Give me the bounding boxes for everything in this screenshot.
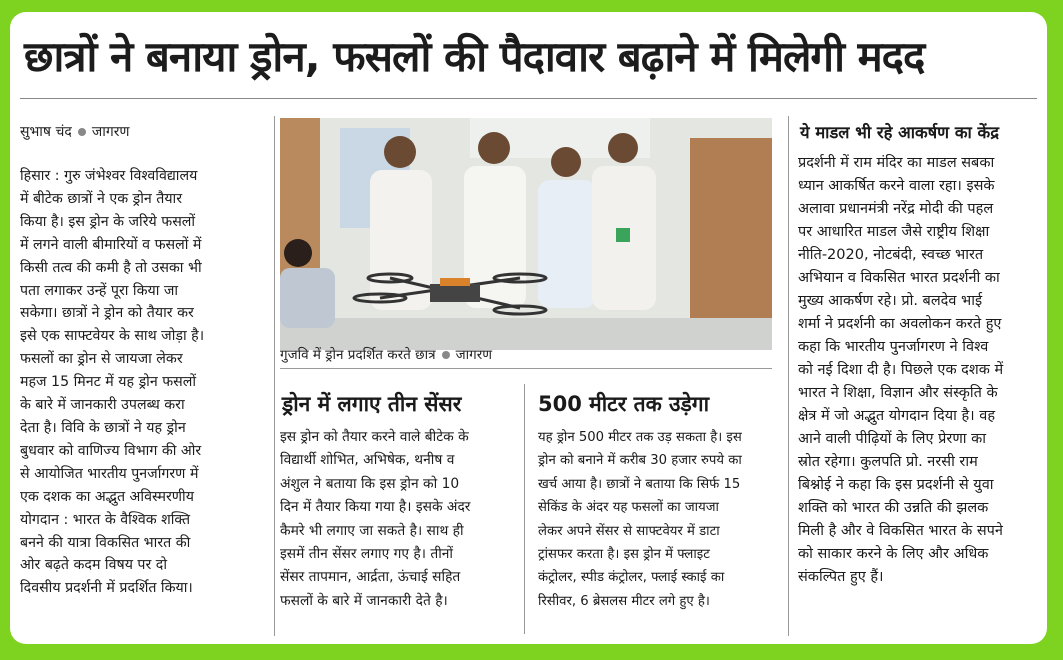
story-line: आने वाली पीढ़ियों के लिए प्रेरणा का	[798, 431, 987, 447]
byline-source: जागरण	[91, 124, 130, 140]
story-line: पता लगाकर उन्हें पूरा किया जा	[20, 282, 179, 299]
story-line: शक्ति को भारत की उन्नति की झलक	[798, 500, 989, 516]
story-line: को साकार करने के लिए और अधिक	[798, 546, 989, 562]
story-line: अभियान व विकसित भारत प्रदर्शनी का	[798, 270, 1000, 286]
story-line: स्रोत रहेगा। कुलपति प्रो. नरसी राम	[798, 454, 978, 470]
story-line: किया है। इस ड्रोन के जरिये फसलों	[20, 213, 196, 230]
story-line: किसी तत्व की कमी है तो उसका भी	[20, 259, 202, 276]
story-line: कैमरे भी लगाए जा सकते है। साथ ही	[280, 522, 464, 539]
story-line: मुख्य आकर्षण रहे। प्रो. बलदेव भाई	[798, 293, 983, 309]
story-line: खर्च आया है। छात्रों ने बताया कि सिर्फ 15	[538, 476, 741, 492]
story-line: इसमें तीन सेंसर लगाए गए है। तीनों	[280, 546, 454, 563]
divider	[788, 116, 789, 636]
story-line: फसलों के बारे में जानकारी देते है।	[280, 592, 448, 609]
divider	[274, 116, 275, 636]
story-line: पर आधारित माडल जैसे राष्ट्रीय शिक्षा	[798, 224, 990, 240]
story-line: प्रदर्शनी में राम मंदिर का माडल सबका	[798, 155, 995, 171]
headline: छात्रों ने बनाया ड्रोन, फसलों की पैदावार बढ़ाने में मिलेगी मदद	[24, 32, 925, 81]
story-line: कंट्रोलर, स्पीड कंट्रोलर, फ्लाई स्काई का	[538, 570, 725, 586]
students-with-drone-image	[280, 118, 772, 350]
story-line: अलावा प्रधानमंत्री नरेंद्र मोदी की पहल	[798, 201, 994, 217]
story-line: इसे एक साफ्टवेयर के साथ जोड़ा है।	[20, 328, 205, 345]
main-story	[20, 165, 270, 600]
story-line: लेकर अपने सेंसर से साफ्टवेयर में डाटा	[538, 523, 720, 539]
story-line: के बारे में जानकारी उपलब्ध करा	[20, 397, 185, 414]
story-line: महज 15 मिनट में यह ड्रोन फसलों	[20, 374, 197, 391]
bullet-icon	[442, 351, 450, 359]
byline-author: सुभाष चंद	[20, 124, 72, 140]
caption-text: गुजवि में ड्रोन प्रदर्शित करते छात्र	[280, 347, 436, 363]
sidebar-heading: ये माडल भी रहे आकर्षण का केंद्र	[800, 123, 999, 142]
divider	[524, 384, 525, 634]
photo-caption	[280, 345, 492, 363]
story-line: ट्रांसफर करता है। इस ड्रोन में फ्लाइट	[538, 547, 710, 563]
story-line: भारत ने शिक्षा, विज्ञान और संस्कृति के	[798, 385, 998, 401]
byline	[20, 122, 130, 141]
story-line: बनने की यात्रा विकसित भारत की	[20, 534, 191, 551]
story-line: इस ड्रोन को तैयार करने वाले बीटेक के	[280, 429, 469, 445]
story-line: दिन में तैयार किया गया है। इसके अंदर	[280, 499, 471, 516]
story-line: देता है। विवि के छात्रों ने यह ड्रोन	[20, 419, 186, 436]
story-line: नीति-2020, नोटबंदी, स्वच्छ भारत	[798, 247, 984, 263]
story-line: सेकिंड के अंदर यह फसलों का जायजा	[538, 500, 719, 516]
story-line: फसलों का ड्रोन से जायजा लेकर	[20, 351, 183, 368]
story-line: शर्मा ने प्रदर्शनी का अवलोकन करते हुए	[798, 316, 1002, 332]
story-line: ओर बढ़ते कदम विषय पर दो	[20, 557, 168, 574]
flight-story	[538, 426, 776, 613]
story-line: रिसीवर, 6 ब्रेसलस मीटर लगे हुए है।	[538, 593, 710, 609]
story-line: दिवसीय प्रदर्शनी में प्रदर्शित किया।	[20, 580, 193, 597]
story-line: मिली है और वे विकसित भारत के सपने	[798, 523, 1003, 539]
story-line: बुधवार को वाणिज्य विभाग की ओर	[20, 442, 202, 459]
sensors-story	[280, 426, 515, 613]
newspaper-clipping	[10, 12, 1047, 644]
story-line: में लगने वाली बीमारियों व फसलों में	[20, 236, 202, 253]
story-line: यह ड्रोन 500 मीटर तक उड़ सकता है। इस	[538, 430, 742, 445]
story-line: योगदान : भारत के वैश्विक शक्ति	[20, 511, 191, 528]
story-line: विद्यार्थी शोभित, अभिषेक, थनीष व	[280, 452, 455, 469]
divider	[280, 368, 772, 369]
story-line: ड्रोन को बनाने में करीब 30 हजार रुपये का	[538, 453, 742, 469]
story-line: कहा कि भारतीय पुनर्जागरण ने विश्व	[798, 339, 989, 355]
divider	[20, 98, 1037, 99]
story-line: से आयोजित भारतीय पुनर्जागरण में	[20, 465, 199, 482]
story-line: एक दशक का अद्भुत अविस्मरणीय	[20, 488, 194, 505]
story-line: सेंसर तापमान, आर्द्रता, ऊंचाई सहित	[280, 569, 461, 586]
sidebar-story	[798, 152, 1036, 589]
story-line: हिसार : गुरु जंभेश्वर विश्वविद्यालय	[20, 168, 198, 184]
story-line: संकल्पित हुए हैं।	[798, 569, 884, 585]
story-line: को नई दिशा दी है। पिछले एक दशक में	[798, 362, 1004, 378]
news-photo	[280, 118, 772, 350]
story-line: बिश्नोई ने कहा कि इस प्रदर्शनी से युवा	[798, 477, 994, 493]
story-line: ध्यान आकर्षित करने वाला रहा। इसके	[798, 178, 995, 194]
story-line: अंशुल ने बताया कि इस ड्रोन को 10	[280, 475, 460, 492]
bullet-icon	[78, 128, 86, 136]
caption-source: जागरण	[455, 347, 492, 363]
story-line: क्षेत्र में जो अद्भुत योगदान दिया है। वह	[798, 408, 996, 424]
story-line: सकेगा। छात्रों ने ड्रोन को तैयार कर	[20, 305, 194, 322]
story-line: में बीटेक छात्रों ने एक ड्रोन तैयार	[20, 190, 183, 207]
sensors-heading: ड्रोन में लगाए तीन सेंसर	[282, 392, 462, 416]
flight-heading: 500 मीटर तक उड़ेगा	[538, 392, 710, 416]
